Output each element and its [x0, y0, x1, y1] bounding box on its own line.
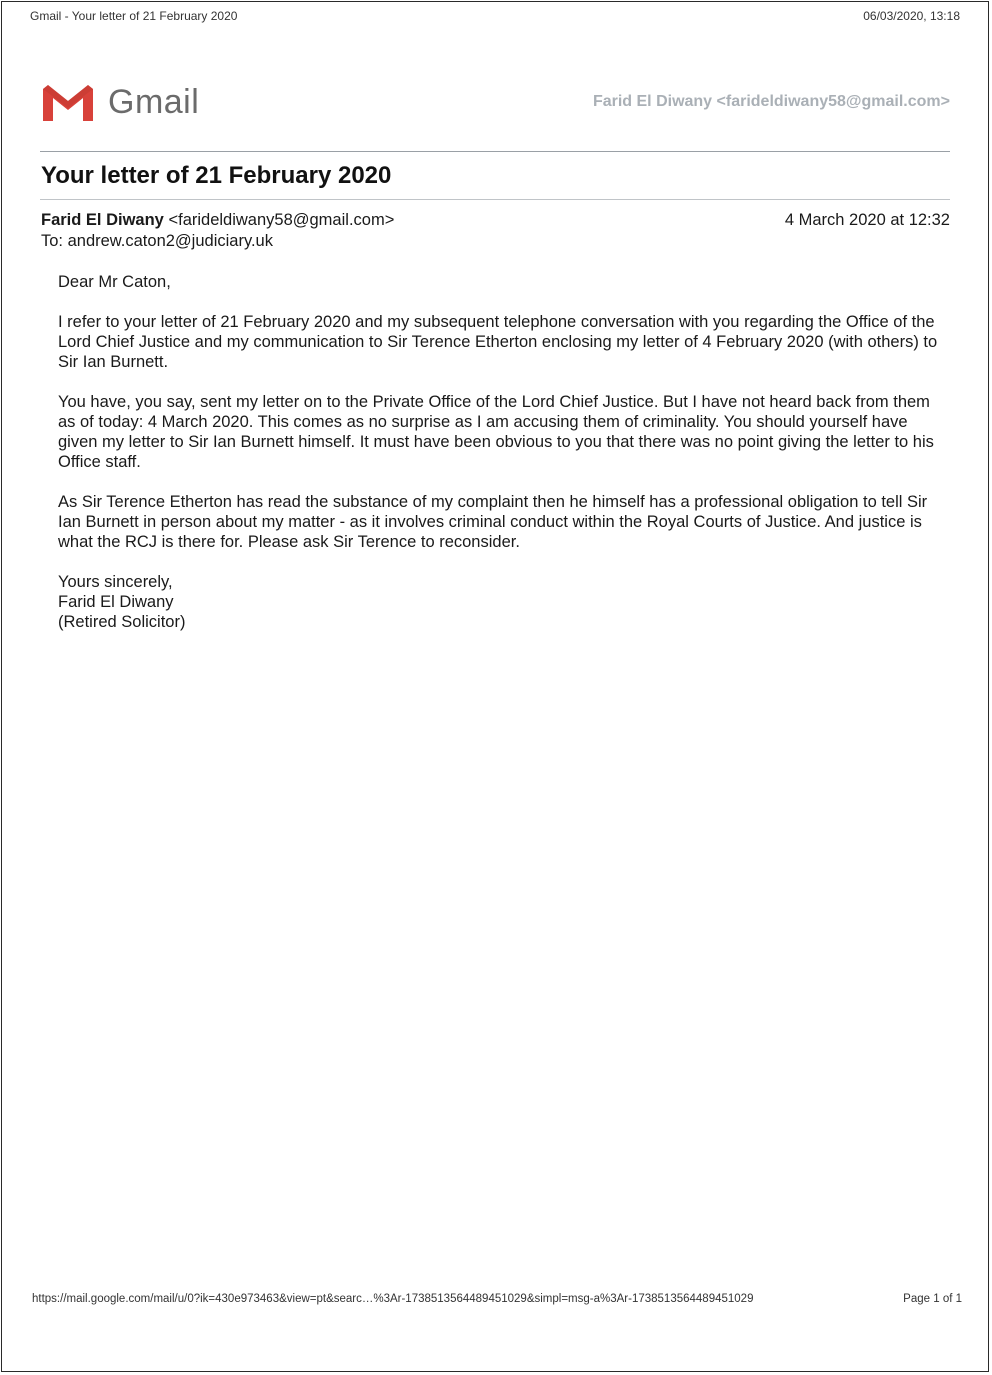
logo-row [40, 78, 950, 126]
recipient-line: To: andrew.caton2@judiciary.uk [41, 232, 273, 250]
signature-block [58, 572, 938, 632]
print-footer-url: https://mail.google.com/mail/u/0?ik=430e973463&view=pt&searc…%3Ar-1738513564489451029&simpl=msg-a%3Ar-1738513564489451029 [32, 1293, 754, 1305]
print-footer-page: Page 1 of 1 [903, 1293, 962, 1305]
greeting: Dear Mr Caton, [58, 273, 171, 291]
print-header-title: Gmail - Your letter of 21 February 2020 [30, 9, 238, 23]
sender-email: <farideldiwany58@gmail.com> [168, 211, 395, 229]
email-date: 4 March 2020 at 12:32 [784, 211, 950, 229]
print-header [30, 9, 960, 23]
account-label: Farid El Diwany <farideldiwany58@gmail.com> [592, 93, 950, 110]
signature-title: (Retired Solicitor) [58, 613, 186, 631]
sender [41, 211, 394, 230]
body-paragraph: As Sir Terence Etherton has read the substance of my complaint then he himself has a professional obligation to tell Sir Ian Burnett in person about my matter - as it involves criminal conduct within the Royal Courts of Justice. And justice is what the RCJ is there for. Please ask Sir Terence to reconsider. [58, 493, 928, 551]
gmail-m-icon [40, 81, 96, 123]
print-header-datetime: 06/03/2020, 13:18 [863, 9, 960, 23]
sender-name: Farid El Diwany [41, 211, 164, 229]
body-paragraph: You have, you say, sent my letter on to the Private Office of the Lord Chief Justice. But I have not heard back from them as of today: 4 March 2020. This comes as no surprise as I am accusing them of criminality. You should yourself have given my letter to Sir Ian Burnett himself. It must have been obvious to you that there was no point giving the letter to his Office staff. [58, 393, 934, 471]
closing: Yours sincerely, [58, 573, 173, 591]
signature-name: Farid El Diwany [58, 593, 174, 611]
sender-line [41, 211, 950, 230]
page-frame [1, 1, 989, 1372]
gmail-logo [40, 81, 199, 123]
divider [40, 151, 950, 152]
email-body [58, 272, 938, 632]
print-footer [32, 1293, 962, 1305]
email-subject: Your letter of 21 February 2020 [41, 162, 392, 189]
body-paragraph: I refer to your letter of 21 February 2020 and my subsequent telephone conversation with you regarding the Office of the Lord Chief Justice and my communication to Sir Terence Etherton enclosing my letter of 4 February 2020 (with others) to Sir Ian Burnett. [58, 313, 938, 371]
gmail-logo-text: Gmail [108, 82, 200, 121]
divider [40, 199, 950, 200]
